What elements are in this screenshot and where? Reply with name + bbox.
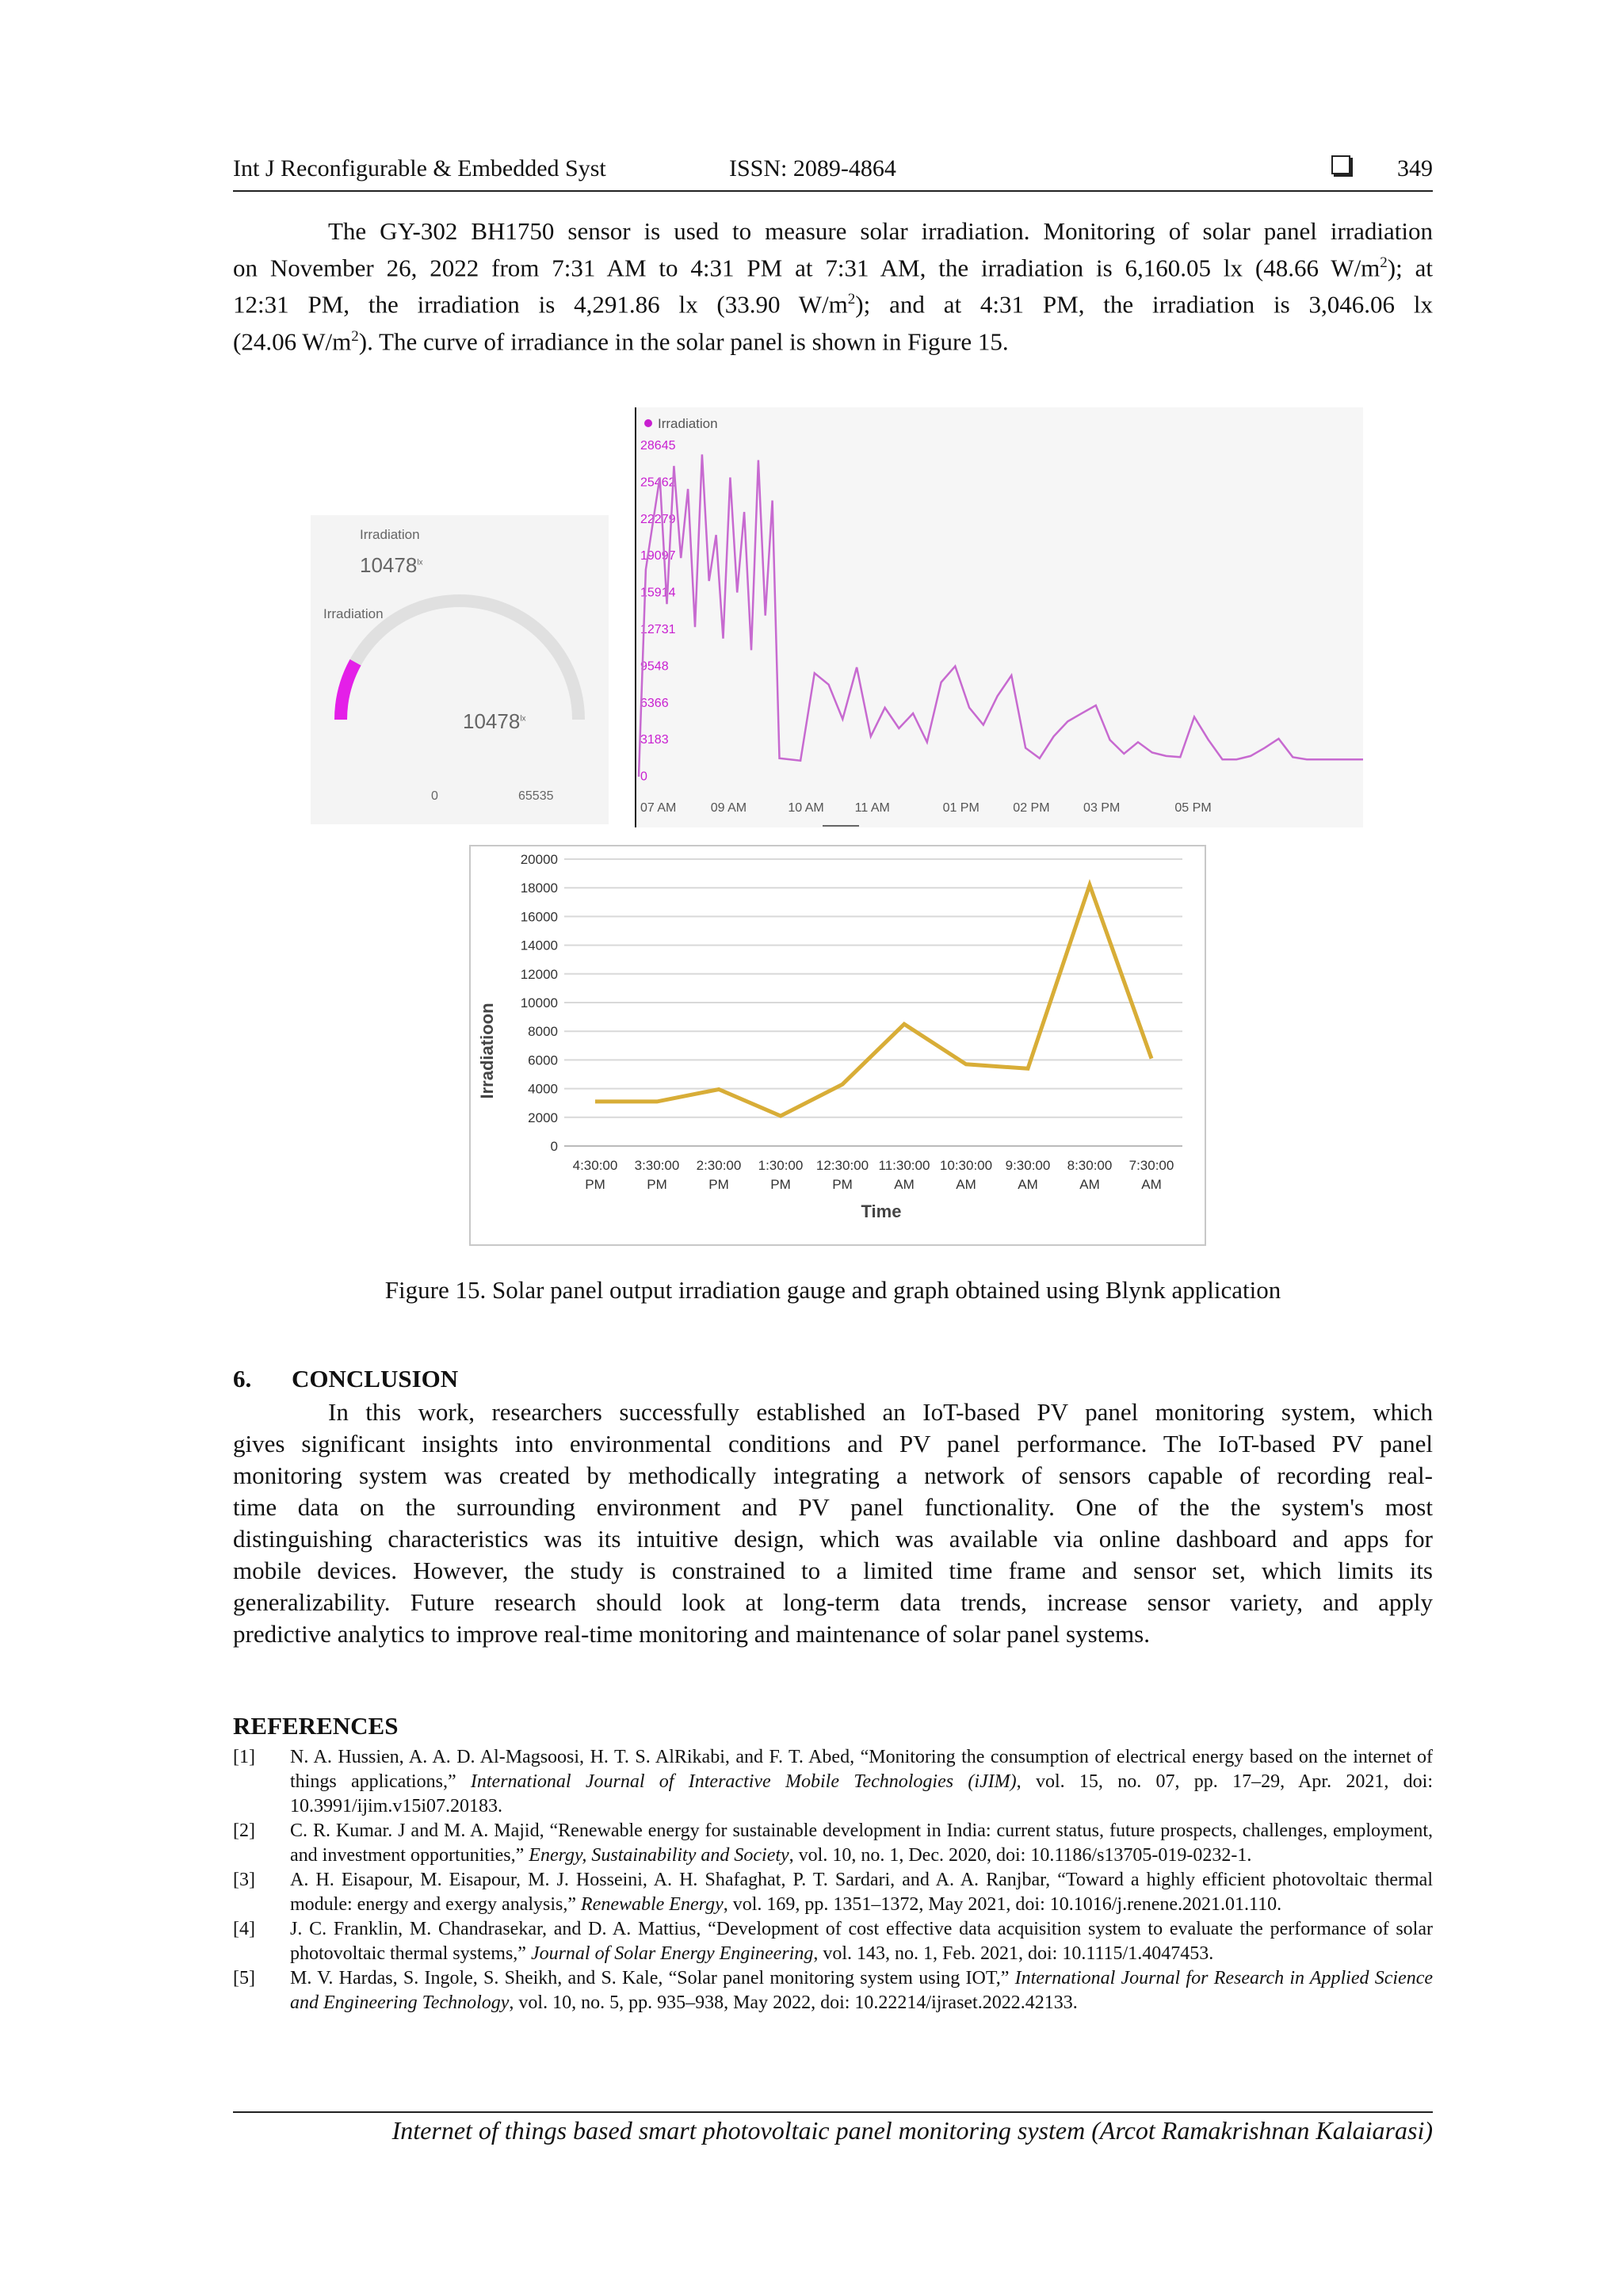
gauge-min: 0	[431, 789, 438, 803]
reference-item: [1] N. A. Hussien, A. A. D. Al-Magsoosi, H. T. S. AlRikabi, and F. T. Abed, “Monitoring the consumption of electrical energy based on the internet of things applications,” International Journal of Interactive Mobile Technologies (iJIM), vol. 15, no. 07, pp. 17–29, Apr. 2021, doi: 10.3991/ijim.v15i07.20183.	[233, 1747, 1433, 1817]
x-tick-label: 1:30:00	[758, 1158, 804, 1173]
y-tick-label: 12731	[640, 623, 676, 636]
footer-text: Internet of things based smart photovoltaic panel monitoring system (Arcot Ramakrishnan Kalaiarasi)	[391, 2116, 1433, 2145]
conclusion-line: monitoring system was created by methodically integrating a network of sensors capable of recording real-	[233, 1461, 1433, 1489]
reference-list	[233, 1745, 1433, 2015]
page-number: 349	[1397, 155, 1433, 181]
intro-paragraph: The GY-302 BH1750 sensor is used to measure solar irradiation. Monitoring of solar panel irradiation on November 26, 2022 from 7:31 AM to 4:31 PM at 7:31 AM, the irradiation is 6,160.05 lx (48.66 $W/m^2$); at 12:31 PM, the irradiation is 4,291.86 lx (33.90 $W/m^2$); and at 4:31 PM, the irradiation is 3,046.06 lx (24.06 $W/m^2$). The curve of irradiance in the solar panel is shown in Figure 15.	[233, 217, 1434, 355]
gauge-title: Irradiation	[360, 527, 420, 542]
irradiation-series-line	[639, 454, 1363, 777]
conclusion-line: gives significant insights into environmental conditions and PV panel performance. The IoT-based PV panel	[233, 1430, 1433, 1457]
conclusion-line: distinguishing characteristics was its intuitive design, which was available via online dashboard and apps for	[233, 1525, 1433, 1553]
y-tick-label: 0	[550, 1139, 558, 1154]
x-tick-label: 10:30:00	[939, 1158, 993, 1173]
x-tick-label: 8:30:00	[1067, 1158, 1113, 1173]
x-tick-label: 01 PM	[942, 801, 980, 815]
y-tick-label: 8000	[528, 1024, 558, 1040]
y-tick-label: 0	[640, 770, 647, 784]
conclusion-line: generalizability. Future research should look at long-term data trends, increase sensor variety, and apply	[233, 1588, 1433, 1616]
x-tick-label: AM	[1079, 1177, 1100, 1192]
reference-number: [2]	[233, 1820, 255, 1841]
x-tick-label: 11:30:00	[878, 1158, 930, 1173]
reference-number: [4]	[233, 1919, 255, 1939]
excel-irradiation-chart	[469, 845, 1206, 1246]
conclusion-paragraph	[233, 1396, 1433, 1650]
x-tick-label: 05 PM	[1174, 801, 1212, 815]
gauge-dial	[311, 515, 609, 824]
y-tick-label: 4000	[528, 1081, 558, 1097]
x-tick-label: 12:30:00	[815, 1158, 869, 1173]
gauge-value-top: $10478^{lx}$	[360, 553, 423, 577]
references-heading: REFERENCES	[233, 1712, 399, 1740]
x-tick-label: AM	[894, 1177, 915, 1192]
y-tick-label: 20000	[520, 852, 558, 867]
gauge-widget	[311, 515, 609, 824]
y-tick-label: 19097	[640, 549, 676, 563]
x-tick-label: 2:30:00	[696, 1158, 742, 1173]
x-tick-label: 02 PM	[1013, 801, 1050, 815]
legend-label: Irradiation	[658, 416, 718, 431]
reference-number: [3]	[233, 1870, 255, 1890]
y-tick-label: 12000	[520, 966, 558, 982]
x-tick-label: 07 AM	[640, 801, 677, 815]
y-axis-label: Irradiatioon	[477, 1003, 497, 1099]
figure-caption: Figure 15. Solar panel output irradiation gauge and graph obtained using Blynk application	[384, 1276, 1281, 1304]
x-tick-label: 4:30:00	[572, 1158, 618, 1173]
square-bullet-icon	[1331, 155, 1350, 174]
y-tick-label: 9548	[640, 659, 669, 674]
conclusion-line: mobile devices. However, the study is constrained to a limited time frame and sensor set, which limits its	[233, 1557, 1433, 1584]
gauge-track	[341, 601, 579, 720]
gauge-value-center: $10478^{lx}$	[463, 709, 526, 733]
x-tick-label: 09 AM	[710, 801, 747, 815]
reference-item: [4] J. C. Franklin, M. Chandrasekar, and D. A. Mattius, “Development of cost effective data acquisition system to evaluate the performance of solar photovoltaic thermal systems,” Journal of Solar Energy Engineering, vol. 143, no. 1, Feb. 2021, doi: 10.1115/1.4047453.	[233, 1919, 1433, 1964]
x-tick-label: PM	[770, 1177, 791, 1192]
x-tick-label: 10 AM	[788, 801, 824, 815]
x-tick-label: AM	[956, 1177, 976, 1192]
running-footer	[233, 2111, 1433, 2145]
y-tick-label: 6366	[640, 696, 669, 710]
reference-number: [5]	[233, 1968, 255, 1988]
y-tick-label: 6000	[528, 1052, 558, 1068]
x-tick-label: PM	[832, 1177, 853, 1192]
blynk-irradiation-chart	[634, 407, 1363, 827]
section-heading: 6. CONCLUSION	[233, 1365, 459, 1392]
reference-item: [5] M. V. Hardas, S. Ingole, S. Sheikh, and S. Kale, “Solar panel monitoring system using IOT,” International Journal for Research in Applied Science and Engineering Technology, vol. 10, no. 5, pp. 935–938, May 2022, doi: 10.22214/ijraset.2022.42133.	[233, 1968, 1434, 2013]
x-axis-label: Time	[861, 1201, 902, 1221]
y-tick-label: 16000	[520, 909, 558, 925]
x-tick-label: 9:30:00	[1005, 1158, 1051, 1173]
y-tick-label: 18000	[520, 881, 558, 896]
legend-dot-icon	[644, 419, 652, 427]
reference-item: [2] C. R. Kumar. J and M. A. Majid, “Renewable energy for sustainable development in India: current status, future prospects, challenges, employment, and investment opportunities,” Energy, Sustainability and Society, vol. 10, no. 1, Dec. 2020, doi: 10.1186/s13705-019-0232-1.	[233, 1820, 1433, 1866]
journal-name: Int J Reconfigurable & Embedded Syst	[233, 155, 606, 181]
x-tick-label: 03 PM	[1083, 801, 1121, 815]
conclusion-line: predictive analytics to improve real-time monitoring and maintenance of solar panel systems.	[233, 1620, 1150, 1648]
y-tick-label: 28645	[640, 439, 676, 453]
x-tick-label: 11 AM	[854, 801, 890, 815]
gauge-fill	[341, 663, 356, 720]
y-tick-label: 22279	[640, 512, 676, 526]
gauge-max: 65535	[518, 789, 554, 803]
x-tick-label: AM	[1018, 1177, 1038, 1192]
y-tick-label: 25462	[640, 476, 676, 490]
y-tick-label: 10000	[520, 995, 558, 1010]
running-header	[233, 155, 1433, 192]
y-tick-label: 15914	[640, 586, 676, 600]
gauge-label: Irradiation	[323, 606, 384, 621]
reference-item: [3] A. H. Eisapour, M. Eisapour, M. J. Hosseini, A. H. Shafaghat, P. T. Sardari, and A. A. Ranjbar, “Toward a highly efficient photovoltaic thermal module: energy and exergy analysis,” Renewable Energy, vol. 169, pp. 1351–1372, May 2021, doi: 10.1016/j.renene.2021.01.110.	[233, 1870, 1433, 1915]
conclusion-line: time data on the surrounding environment and PV panel functionality. One of the the system's most	[233, 1493, 1433, 1521]
y-tick-label: 2000	[528, 1110, 558, 1125]
y-tick-label: 14000	[520, 938, 558, 953]
conclusion-line: In this work, researchers successfully established an IoT-based PV panel monitoring system, which	[328, 1398, 1433, 1426]
x-tick-label: AM	[1141, 1177, 1162, 1192]
y-tick-label: 3183	[640, 733, 669, 747]
x-tick-label: 3:30:00	[634, 1158, 680, 1173]
x-tick-label: PM	[708, 1177, 729, 1192]
x-tick-label: PM	[585, 1177, 605, 1192]
issn: ISSN: 2089-4864	[729, 155, 896, 181]
x-tick-label: PM	[647, 1177, 667, 1192]
x-tick-label: 7:30:00	[1128, 1158, 1174, 1173]
reference-number: [1]	[233, 1747, 255, 1767]
